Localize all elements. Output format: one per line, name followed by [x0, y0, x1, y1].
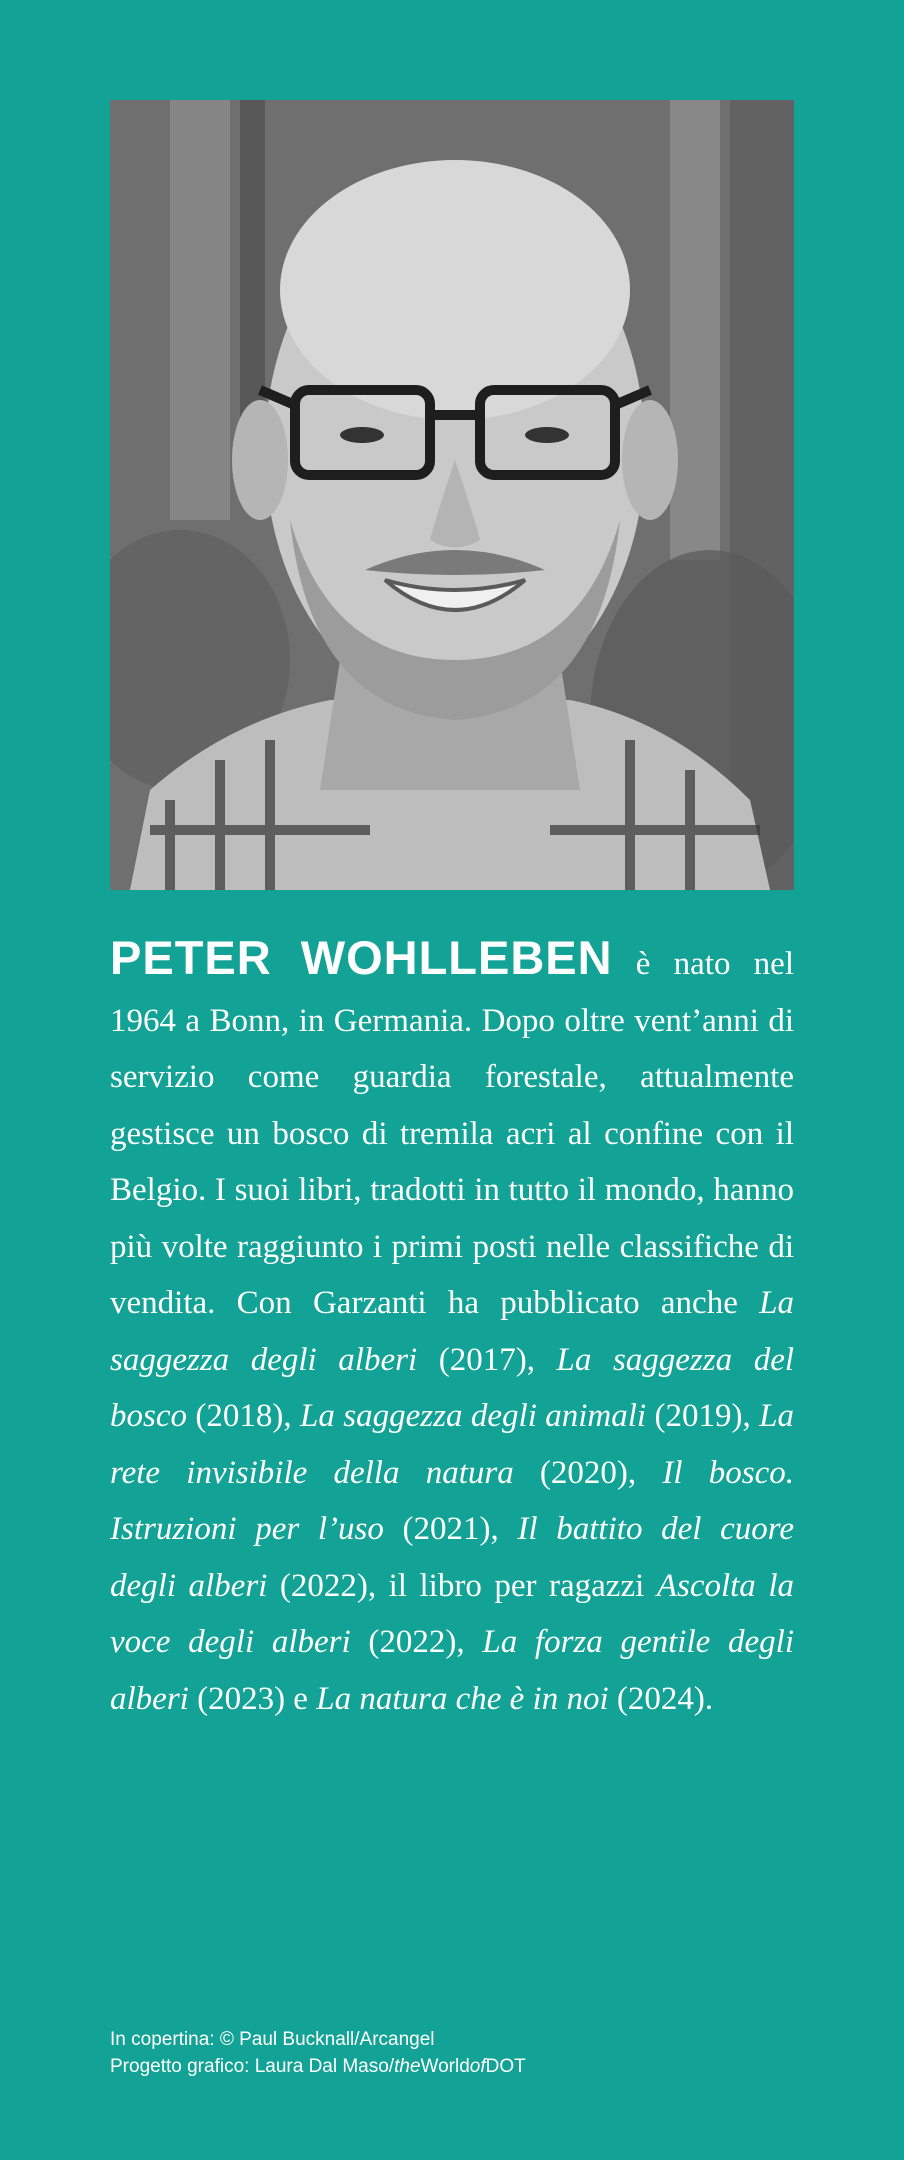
book-title: Il battito del cuore degli alberi	[110, 1511, 795, 1604]
design-studio-the: the	[394, 2056, 421, 2077]
bio-text: (2022),	[350, 1624, 483, 1660]
bio-text: (2018),	[187, 1398, 301, 1434]
book-title: La saggezza del bosco	[110, 1341, 795, 1434]
author-photo	[110, 100, 794, 890]
book-title: Il bosco. Istruzioni per l’uso	[110, 1454, 794, 1547]
credits	[110, 2026, 526, 2080]
book-title: Ascolta la voce degli alberi	[110, 1567, 794, 1660]
author-portrait-illustration	[110, 100, 794, 890]
design-credit	[110, 2053, 526, 2080]
bio-text: è nato nel 1964 a Bonn, in Germania. Dopo oltre vent’anni di servizio come guardia forestale, attualmente gestisce un bosco di tremila acri al confine con il Belgio. I suoi libri, tradotti in tutto il mondo, hanno più volte raggiunto i primi posti nelle classifiche di vendita. Con Garzanti ha pubblicato anche	[110, 946, 794, 1321]
design-credit-prefix: Progetto grafico: Laura Dal Maso/	[110, 2056, 395, 2077]
author-bio	[110, 930, 794, 1727]
design-studio-of: of	[469, 2056, 486, 2077]
bio-text: (2024).	[608, 1680, 714, 1717]
bio-text: (2019),	[646, 1398, 760, 1434]
author-name: PETER WOHLLEBEN	[110, 931, 613, 984]
book-title: La natura che è in noi	[316, 1680, 609, 1717]
bio-text: (2017),	[417, 1341, 557, 1378]
book-title: La rete invisibile della natura	[110, 1398, 795, 1491]
design-studio-world: World	[420, 2056, 470, 2077]
book-title: La saggezza degli alberi	[110, 1285, 794, 1378]
bio-text: (2023) e	[188, 1680, 317, 1717]
bio-text: (2020),	[513, 1454, 663, 1491]
cover-photo-credit: In copertina: © Paul Bucknall/Arcangel	[110, 2029, 435, 2050]
book-title: La forza gentile degli alberi	[110, 1624, 794, 1717]
bio-text: (2021),	[383, 1511, 518, 1547]
bio-text: (2022), il libro per ragazzi	[267, 1567, 657, 1604]
book-title: La saggezza degli animali	[300, 1398, 647, 1434]
design-studio-dot: DOT	[485, 2056, 526, 2077]
